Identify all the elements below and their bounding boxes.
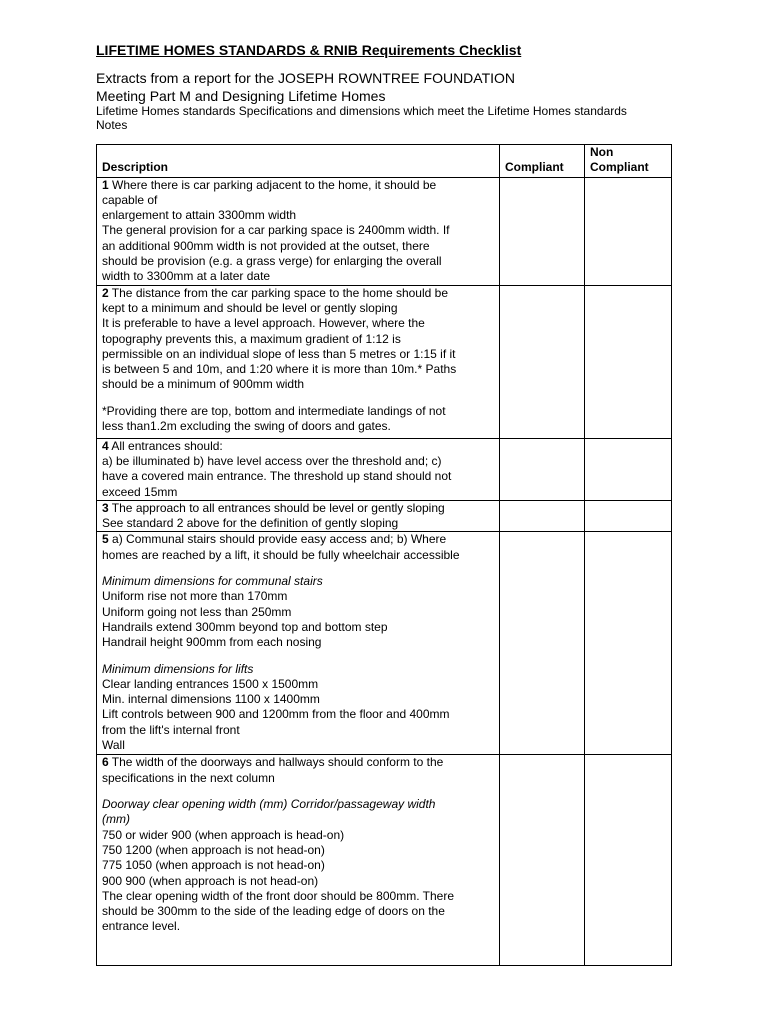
checklist-body: [97, 177, 672, 966]
row-description: [97, 438, 500, 500]
description-line: Min. internal dimensions 1100 x 1400mm: [102, 692, 320, 707]
description-line: The clear opening width of the front door should be 800mm. There: [102, 888, 454, 903]
description-line: Uniform rise not more than 170mm: [102, 589, 288, 604]
description-line: Wall: [102, 738, 125, 753]
description-line: 2 The distance from the car parking space to the home should be: [102, 285, 448, 300]
description-line: 1 Where there is car parking adjacent to the home, it should be: [102, 177, 437, 192]
intro-line-subtitle: Meeting Part M and Designing Lifetime Homes: [96, 88, 386, 104]
table-row: [97, 755, 672, 966]
non-compliant-cell[interactable]: [585, 500, 672, 532]
standard-number: 4: [102, 438, 109, 453]
row-description: [97, 500, 500, 532]
description-line: 5 a) Communal stairs should provide easy access and; b) Where: [102, 532, 447, 547]
row-description: [97, 177, 500, 285]
paragraph-gap: [102, 563, 495, 574]
description-line: 6 The width of the doorways and hallways should conform to the: [102, 755, 444, 770]
table-row: [97, 285, 672, 438]
description-line: from the lift's internal front: [102, 722, 240, 737]
table-row: [97, 438, 672, 500]
description-line: Clear landing entrances 1500 x 1500mm: [102, 676, 319, 691]
compliant-header: Compliant: [500, 145, 585, 178]
description-line: 3 The approach to all entrances should be level or gently sloping: [102, 500, 445, 515]
compliant-cell[interactable]: [500, 500, 585, 532]
description-line: Minimum dimensions for communal stairs: [102, 574, 323, 589]
standard-number: 5: [102, 532, 109, 547]
table-row: [97, 177, 672, 285]
description-line: have a covered main entrance. The threshold up stand should not: [102, 469, 452, 484]
compliant-cell[interactable]: [500, 755, 585, 966]
description-line: Lift controls between 900 and 1200mm from the floor and 400mm: [102, 707, 450, 722]
standard-number: 3: [102, 500, 109, 515]
row-description: [97, 755, 500, 966]
description-line: kept to a minimum and should be level or gently sloping: [102, 300, 398, 315]
description-line: The general provision for a car parking space is 2400mm width. If: [102, 223, 450, 238]
compliant-cell[interactable]: [500, 285, 585, 438]
description-line: specifications in the next column: [102, 770, 275, 785]
description-line: 900 900 (when approach is not head-on): [102, 873, 319, 888]
description-line: See standard 2 above for the definition of gently sloping: [102, 516, 399, 531]
table-row: [97, 500, 672, 532]
description-line: exceed 15mm: [102, 484, 178, 499]
description-line: Doorway clear opening width (mm) Corridor/passageway width: [102, 797, 436, 812]
description-line: should be provision (e.g. a grass verge) for enlarging the overall: [102, 254, 442, 269]
non-compliant-cell[interactable]: [585, 177, 672, 285]
description-line: topography prevents this, a maximum gradient of 1:12 is: [102, 331, 401, 346]
intro-line-specifications: Lifetime Homes standards Specifications and dimensions which meet the Lifetime Homes standards: [96, 104, 627, 118]
description-line: width to 3300mm at a later date: [102, 269, 271, 284]
description-line: should be a minimum of 900mm width: [102, 377, 305, 392]
description-line: is between 5 and 10m, and 1:20 where it is more than 10m.* Paths: [102, 362, 457, 377]
description-header: Description: [97, 145, 500, 178]
description-line: 750 1200 (when approach is not head-on): [102, 842, 325, 857]
compliant-cell[interactable]: [500, 438, 585, 500]
document-title: LIFETIME HOMES STANDARDS & RNIB Requirements Checklist: [96, 42, 522, 58]
paragraph-gap: [102, 393, 495, 404]
description-line: Uniform going not less than 250mm: [102, 604, 292, 619]
description-line: an additional 900mm width is not provided at the outset, there: [102, 238, 430, 253]
checklist-table: [96, 144, 672, 966]
paragraph-gap: [102, 786, 495, 797]
description-line: should be 300mm to the side of the leading edge of doors on the: [102, 904, 445, 919]
description-line: less than1.2m excluding the swing of doors and gates.: [102, 419, 391, 434]
standard-number: 2: [102, 285, 109, 300]
non-compliant-cell[interactable]: [585, 755, 672, 966]
non-compliant-cell[interactable]: [585, 285, 672, 438]
description-line: It is preferable to have a level approach. However, where the: [102, 316, 425, 331]
description-line: (mm): [102, 812, 130, 827]
description-line: 750 or wider 900 (when approach is head-on): [102, 827, 345, 842]
table-row: [97, 532, 672, 755]
description-line: entrance level.: [102, 919, 181, 934]
row-description: [97, 285, 500, 438]
description-line: 775 1050 (when approach is not head-on): [102, 858, 325, 873]
compliant-cell[interactable]: [500, 532, 585, 755]
description-line: homes are reached by a lift, it should be fully wheelchair accessible: [102, 547, 460, 562]
description-line: 4 All entrances should:: [102, 438, 223, 453]
compliant-cell[interactable]: [500, 177, 585, 285]
intro-line-notes: Notes: [96, 118, 128, 132]
row-description: [97, 532, 500, 755]
non-compliant-cell[interactable]: [585, 438, 672, 500]
description-line: a) be illuminated b) have level access over the threshold and; c): [102, 453, 442, 468]
non-compliant-cell[interactable]: [585, 532, 672, 755]
standard-number: 1: [102, 177, 109, 192]
intro-line-report: Extracts from a report for the JOSEPH ROWNTREE FOUNDATION: [96, 70, 516, 86]
description-line: Minimum dimensions for lifts: [102, 661, 254, 676]
description-line: Handrails extend 300mm beyond top and bottom step: [102, 619, 388, 634]
non-compliant-header: Non Compliant: [585, 145, 672, 178]
table-header-row: [97, 145, 672, 178]
standard-number: 6: [102, 755, 109, 770]
description-line: *Providing there are top, bottom and intermediate landings of not: [102, 403, 446, 418]
description-line: permissible on an individual slope of less than 5 metres or 1:15 if it: [102, 346, 456, 361]
description-line: Handrail height 900mm from each nosing: [102, 635, 322, 650]
description-line: capable of: [102, 192, 158, 207]
paragraph-gap: [102, 651, 495, 662]
description-line: enlargement to attain 3300mm width: [102, 208, 297, 223]
